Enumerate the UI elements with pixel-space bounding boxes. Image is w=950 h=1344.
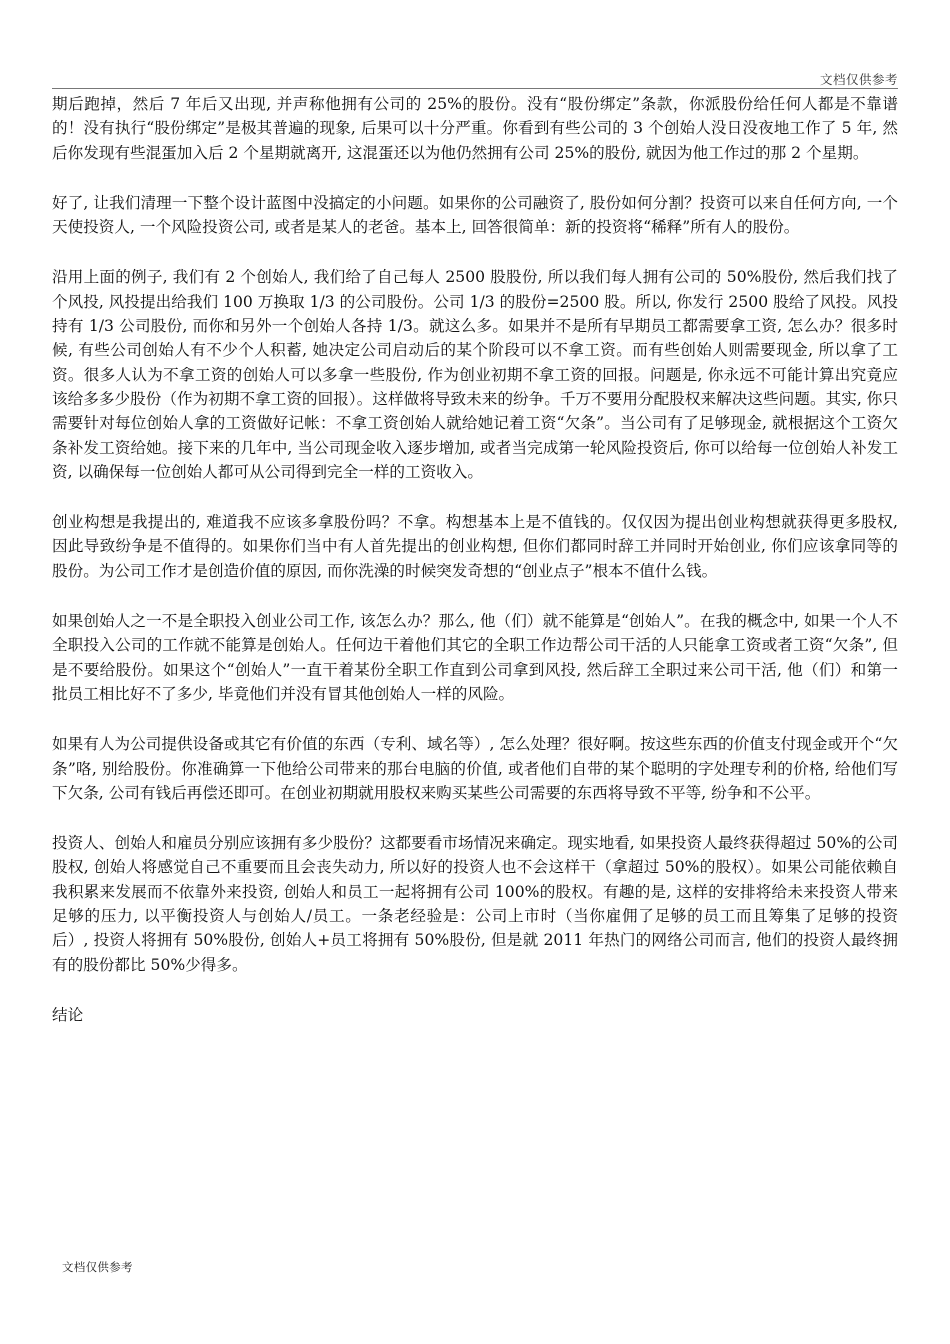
paragraph-share-vesting: 期后跑掉，然后 7 年后又出现, 并声称他拥有公司的 25%的股份。没有“股份绑定”条款，你派股份给任何人都是不靠谱的！没有执行“股份绑定”是极其普遍的现象, 后果可以十分严重。你看到有些公司的 3 个创始人没日没夜地工作了 5 年, 然后你发现有些混蛋加入后 2 个星期就离开, 这混蛋还以为他仍然拥有公司 25%的股份, 就因为他工作过的那 2 个星期。: [52, 95, 898, 162]
paragraph-dilution: 好了, 让我们清理一下整个设计蓝图中没搞定的小问题。如果你的公司融资了, 股份如何分割？投资可以来自任何方向, 一个天使投资人, 一个风险投资公司, 或者是某人的老爸。基本上, 回答很简单：新的投资将“稀释”所有人的股份。: [52, 193, 898, 237]
paragraph-contributed-assets: 如果有人为公司提供设备或其它有价值的东西（专利、域名等）, 怎么处理？很好啊。按这些东西的价值支付现金或开个“欠条”咯, 别给股份。你准确算一下他给公司带来的那台电脑的价值, 或者他们自带的某个聪明的字处理专利的价格, 给他们写下欠条, 公司有钱后再偿还即可。在创业初期就用股权来购买某些公司需要的东西将导致不平等, 纷争和不公平。: [52, 735, 898, 802]
document-body: [52, 92, 898, 1053]
paragraph-equity-split: 投资人、创始人和雇员分别应该拥有多少股份？这都要看市场情况来确定。现实地看, 如果投资人最终获得超过 50%的公司股权, 创始人将感觉自己不重要而且会丧失动力, 所以好的投资人也不会这样干（拿超过 50%的股权）。如果公司能依赖自我积累来发展而不依靠外来投资, 创始人和员工一起将拥有公司 100%的股权。有趣的是, 这样的安排将给未来投资人带来足够的压力, 以平衡投资人与创始人/员工。一条老经验是：公司上市时（当你雇佣了足够的员工而且筹集了足够的投资后）, 投资人将拥有 50%股份, 创始人+员工将拥有 50%股份, 但是就 2011 年热门的网络公司而言, 他们的投资人最终拥有的股份都比 50%少得多。: [52, 834, 898, 974]
paragraph-example-and-salary: 沿用上面的例子, 我们有 2 个创始人, 我们给了自己每人 2500 股股份, 所以我们每人拥有公司的 50%股份, 然后我们找了个风投, 风投提出给我们 100 万换取 1/3 的公司股份。公司 1/3 的股份=2500 股。所以, 你发行 2500 股给了风投。风投持有 1/3 公司股份, 而你和另外一个创始人各持 1/3。就这么多。如果并不是所有早期员工都需要拿工资, 怎么办？很多时候, 有些公司创始人有不少个人积蓄, 她决定公司启动后的某个阶段可以不拿工资。而有些创始人则需要现金, 所以拿了工资。很多人认为不拿工资的创始人可以多拿一些股份, 作为创业初期不拿工资的回报。问题是, 你永远不可能计算出究竟应该给多多少股份（作为初期不拿工资的回报）。这样做将导致未来的纷争。千万不要用分配股权来解决这些问题。其实, 你只需要针对每位创始人拿的工资做好记帐：不拿工资创始人就给她记着工资“欠条”。当公司有了足够现金, 就根据这个工资欠条补发工资给她。接下来的几年中, 当公司现金收入逐步增加, 或者当完成第一轮风险投资后, 你可以给每一位创始人补发工资, 以确保每一位创始人都可从公司得到完全一样的工资收入。: [52, 268, 898, 481]
header-note: 文档仅供参考: [819, 72, 898, 87]
header-divider: [52, 88, 898, 89]
footer-note: 文档仅供参考: [62, 1260, 133, 1274]
paragraph-part-time-founder: 如果创始人之一不是全职投入创业公司工作, 该怎么办？那么, 他（们）就不能算是“创始人”。在我的概念中, 如果一个人不全职投入公司的工作就不能算是创始人。任何边干着他们其它的全职工作边帮公司干活的人只能拿工资或者工资“欠条”, 但是不要给股份。如果这个“创始人”一直干着某份全职工作直到公司拿到风投, 然后辞工全职过来公司干活, 他（们）和第一批员工相比好不了多少, 毕竟他们并没有冒其他创始人一样的风险。: [52, 612, 898, 703]
section-heading-conclusion: 结论: [52, 1005, 84, 1024]
paragraph-idea-value: 创业构想是我提出的, 难道我不应该多拿股份吗？不拿。构想基本上是不值钱的。仅仅因为提出创业构想就获得更多股权, 因此导致纷争是不值得的。如果你们当中有人首先提出的创业构想, 但你们都同时辞工并同时开始创业, 你们应该拿同等的股份。为公司工作才是创造价值的原因, 而你洗澡的时候突发奇想的“创业点子”根本不值什么钱。: [52, 513, 898, 580]
